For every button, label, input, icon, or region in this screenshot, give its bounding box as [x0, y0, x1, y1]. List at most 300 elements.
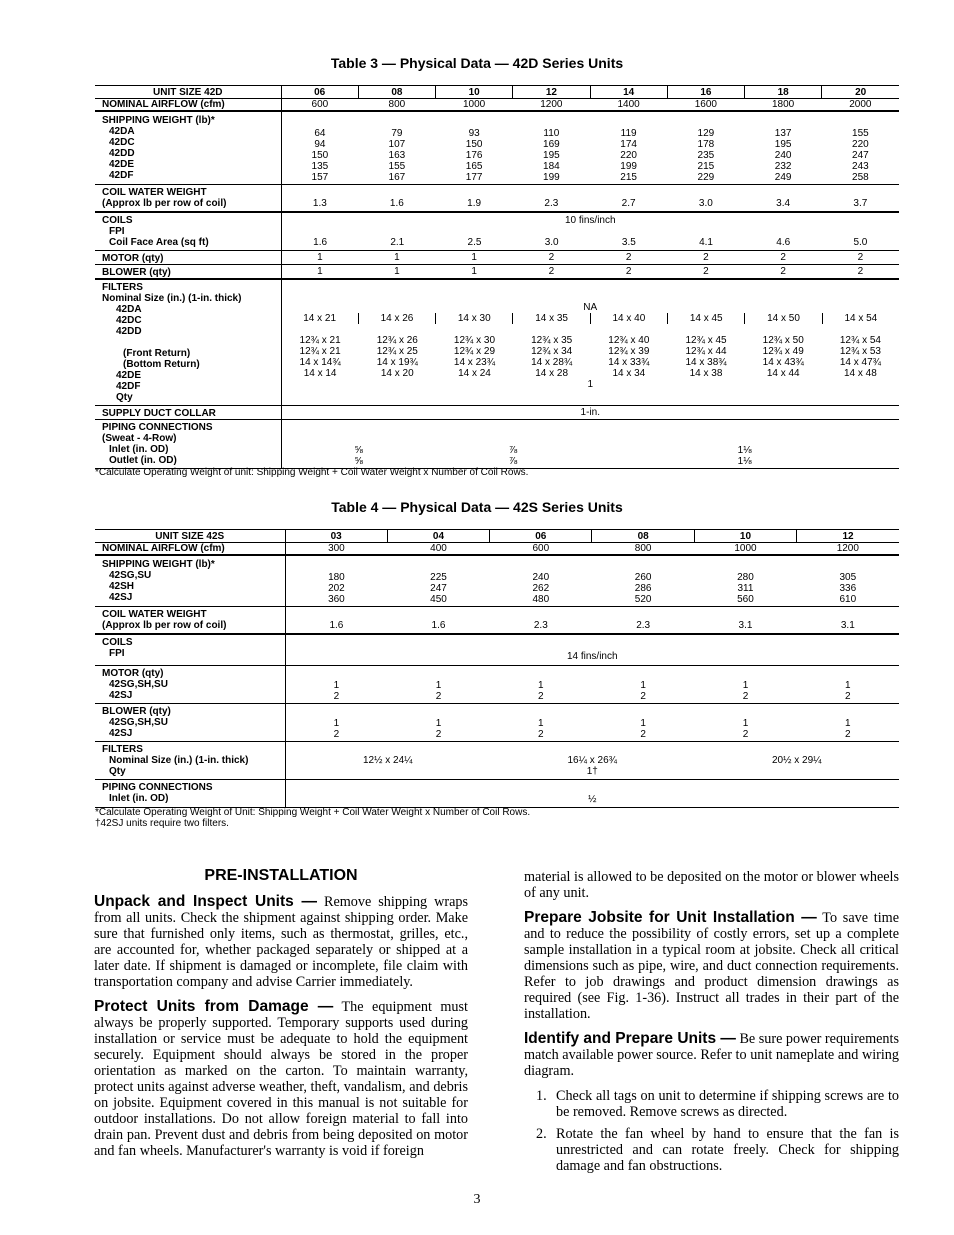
fpi-value: 10 fins/inch [564, 215, 616, 226]
piping-label: PIPING CONNECTIONS [102, 422, 213, 433]
size-42s-header: 10 [694, 530, 796, 543]
ship-value: 169 [543, 138, 560, 150]
ship-value: 199 [543, 171, 560, 183]
table4-footnote1: *Calculate Operating Weight of Unit: Shipping Weight + Coil Water Weight x Number of Coil Rows. [95, 807, 531, 818]
filter-bottom-value: 12¾ x 53 [839, 346, 881, 357]
filter-de-value: 14 x 14¾ [299, 357, 341, 368]
airflow-value: 1800 [772, 99, 795, 110]
ship-value: 150 [311, 149, 329, 161]
right-column [524, 869, 899, 1180]
size-header: 16 [667, 86, 744, 99]
ship-value: 94 [314, 138, 326, 150]
filter-dc-value: 14 x 54 [822, 313, 899, 324]
ship-column [281, 111, 358, 185]
airflow-label: NOMINAL AIRFLOW (cfm) [95, 99, 281, 112]
unpack-title: Unpack and Inspect Units — [94, 893, 318, 910]
ship-value: 155 [388, 160, 406, 172]
airflow-value: 2000 [849, 99, 872, 110]
table4-caption: Table 4 — Physical Data — 42S Series Units [331, 499, 623, 515]
airflow-42s-value: 400 [430, 543, 447, 554]
piping-42s-label: PIPING CONNECTIONS [102, 782, 213, 793]
qty-42s-label: Qty [109, 766, 126, 777]
blower-42s-column [387, 704, 489, 742]
airflow-42s-value: 300 [328, 543, 345, 554]
coils-42s-label: COILS [102, 637, 133, 648]
blower-42s-value: 1 [742, 718, 749, 729]
filter-bottom-value: 12¾ x 25 [376, 346, 418, 357]
ship-value: 129 [697, 127, 715, 139]
ship-value: 240 [774, 149, 792, 161]
ship-model: 42DA [109, 126, 135, 137]
ship-column [745, 111, 822, 185]
pipe-group [590, 445, 899, 467]
coil-water-value: 2.3 [544, 198, 559, 209]
ship-value: 155 [852, 127, 869, 139]
airflow-value: 1200 [540, 99, 563, 110]
ship-value: 167 [388, 171, 406, 183]
ship-42s-value: 260 [634, 571, 652, 583]
filter-df-value: 14 x 44 [766, 368, 800, 379]
ship-value: 220 [620, 149, 637, 161]
filter-dc-value: 14 x 26 [358, 313, 435, 324]
ship-42s-value: 560 [737, 593, 754, 605]
filter-de-value: 14 x 19¾ [376, 357, 418, 368]
motor-value: 1 [317, 252, 323, 263]
ship-42s-column [694, 555, 796, 607]
ship-42s-column [285, 555, 387, 607]
ship-value: 110 [543, 127, 560, 139]
motor-model: 42SJ [109, 690, 133, 701]
filter-de-value: 14 x 28¾ [531, 357, 573, 368]
ship-42s-value: 360 [328, 593, 345, 605]
blower-42s-value: 2 [640, 729, 646, 740]
filter-42s-size: 20½ x 29¼ [772, 754, 822, 766]
ship-value: 178 [697, 138, 715, 150]
size-header: 06 [281, 86, 358, 99]
motor-42s-value: 2 [640, 691, 646, 702]
motor-value: 2 [780, 252, 786, 263]
ship-value: 174 [620, 138, 637, 150]
ship-value: 135 [311, 160, 329, 172]
filter-model: 42DA [116, 304, 142, 315]
motor-42s-value: 1 [538, 680, 544, 691]
ship-42s-value: 610 [839, 593, 857, 605]
coil-water-value: 1.3 [312, 198, 327, 209]
ship-value: 243 [852, 160, 869, 172]
filter-dc-value: 14 x 21 [303, 313, 337, 324]
blower-42s-value: 1 [333, 718, 340, 729]
ship-value: 119 [620, 127, 637, 139]
size-header: 12 [513, 86, 590, 99]
blower-value: 2 [548, 266, 555, 277]
prepare-title: Prepare Jobsite for Unit Installation — [524, 909, 817, 926]
airflow-value: 800 [388, 99, 406, 110]
filter-df-value: 14 x 48 [844, 368, 877, 379]
filter-de-value: 14 x 38¾ [685, 357, 727, 368]
filter-front-value: 12¾ x 50 [762, 335, 804, 346]
blower-42s-column [694, 704, 796, 742]
filter-qty-value: 1† [586, 765, 598, 777]
ship-value: 195 [774, 138, 792, 150]
filter-front-value: 12¾ x 54 [839, 335, 881, 346]
filter-front-value: 12¾ x 26 [376, 335, 418, 346]
cww-42s-value: 2.3 [533, 620, 548, 631]
motor-42s-value: 1 [435, 680, 442, 691]
blower-42s-value: 2 [742, 729, 749, 740]
cfa-value: 5.0 [853, 237, 868, 248]
left-column [94, 868, 468, 1168]
size-header: 08 [358, 86, 435, 99]
filter-de-value: 14 x 43¾ [762, 357, 804, 368]
airflow-42s-label: NOMINAL AIRFLOW (cfm) [95, 543, 285, 556]
ship-value: 176 [465, 149, 483, 161]
inlet-label: Inlet (in. OD) [109, 444, 169, 455]
motor-42s-value: 2 [538, 691, 544, 702]
filter-df-value: 14 x 34 [612, 368, 646, 379]
table4-footnote2: †42SJ units require two filters. [95, 818, 229, 829]
nominal-42s-label: Nominal Size (in.) (1-in. thick) [109, 755, 249, 766]
ship-weight-label: SHIPPING WEIGHT (lb)* [102, 115, 215, 126]
ship-value: 64 [314, 127, 326, 139]
ship-42s-column [592, 555, 694, 607]
coils-label: COILS [102, 215, 133, 226]
motor-42s-column [694, 666, 796, 704]
ship-column [590, 111, 667, 185]
filter-model: 42DE [116, 370, 142, 381]
coil-water-sub: (Approx lb per row of coil) [102, 198, 227, 209]
filter-model: (Bottom Return) [123, 359, 200, 370]
ship-value: 184 [543, 160, 560, 172]
motor-value: 1 [394, 252, 400, 263]
filter-model: 42DD [116, 326, 142, 337]
motor-42s-column [387, 666, 489, 704]
blower-42s-column [592, 704, 694, 742]
ship-42s-value: 202 [328, 582, 345, 594]
coil-water-label: COIL WATER WEIGHT [102, 187, 207, 198]
unit-size-label: UNIT SIZE 42D [153, 86, 223, 98]
filter-de-value: 14 x 23¾ [453, 357, 496, 368]
filter-front-value: 12¾ x 21 [299, 335, 341, 346]
ship-value: 232 [774, 160, 792, 172]
blower-42s-label: BLOWER (qty) [102, 706, 171, 717]
table3-footnote: *Calculate Operating Weight of unit: Shipping Weight + Coil Water Weight x Number of Coil Rows. [95, 467, 529, 478]
filter-bottom-value: 12¾ x 21 [299, 346, 341, 357]
filter-dc-value: 14 x 30 [435, 313, 512, 324]
cfa-label: Coil Face Area (sq ft) [109, 237, 209, 248]
size-header: 10 [436, 86, 513, 99]
coil-water-value: 1.6 [389, 198, 404, 209]
identify-title: Identify and Prepare Units — [524, 1030, 736, 1047]
cww-42s-value: 3.1 [738, 620, 753, 631]
ship-value: 177 [465, 171, 483, 183]
pipe-outlet: 1⅛ [737, 456, 752, 467]
pipe-group [436, 445, 590, 467]
pipe-outlet: ⅝ [354, 456, 363, 467]
protect-title: Protect Units from Damage — [94, 998, 334, 1015]
motor-42s-value: 2 [742, 691, 749, 702]
collar-value: 1-in. [580, 407, 600, 418]
section-heading: PRE-INSTALLATION [204, 867, 358, 884]
airflow-42s-value: 600 [532, 543, 550, 554]
filter-model: 42DF [116, 381, 141, 392]
protect-body: The equipment must always be properly supported. Temporary supports used during installation or service must be adequate to hold the equipment securely. Equipment should always be stored in the proper orientation as marked on the carton. To maintain warranty, protect units against adverse weather, theft, vandalism, and debris on jobsite. Equipment covered in this manual is not suitable for outdoor installations. Do not allow foreign material to fall into drain pan. Prevent dust and debris from being deposited on motor and fan wheels. Manufacturer's warranty is void if foreign [94, 999, 468, 1159]
step-text: Check all tags on unit to determine if shipping screws are to be removed. Remove screws as directed. [556, 1088, 899, 1120]
blower-42s-value: 1 [845, 718, 851, 729]
filter-df-value: 14 x 28 [535, 368, 569, 379]
size-42s-header: 03 [285, 530, 387, 543]
ship-column [358, 111, 435, 185]
cww-42s-sub: (Approx lb per row of coil) [102, 620, 227, 631]
cfa-value: 2.1 [390, 237, 405, 248]
identify-body: Be sure power requirements match available power source. Refer to unit nameplate and wiring diagram. [524, 1031, 899, 1079]
ship-value: 249 [774, 171, 792, 183]
motor-42s-value: 1 [333, 680, 340, 691]
blower-value: 1 [394, 266, 400, 277]
filter-de-value: 14 x 47¾ [839, 357, 881, 368]
airflow-value: 600 [311, 99, 329, 110]
airflow-value: 1400 [617, 99, 640, 110]
blower-42s-column [797, 704, 899, 742]
ship-42s-value: 225 [430, 571, 447, 583]
ship-column [513, 111, 590, 185]
ship-42s-value: 450 [430, 593, 447, 605]
filter-dc-value: 14 x 45 [667, 313, 744, 324]
ship-value: 215 [697, 160, 715, 172]
motor-value: 1 [471, 252, 477, 263]
filter-front-value: 12¾ x 40 [608, 335, 650, 346]
cww-42s-value: 3.1 [840, 620, 855, 631]
size-header: 20 [822, 86, 899, 99]
step-number: 1. [536, 1088, 547, 1104]
ship-value: 220 [852, 138, 869, 150]
ship-column [436, 111, 513, 185]
blower-model: 42SJ [109, 728, 133, 739]
ship-42s-model: 42SH [109, 581, 135, 592]
airflow-42s-value: 1000 [734, 543, 757, 554]
ship-42s-value: 280 [737, 571, 754, 583]
filter-42s-size: 12½ x 24¼ [363, 754, 413, 766]
airflow-42s-value: 1200 [836, 543, 859, 554]
ship-value: 163 [388, 149, 406, 161]
ship-42s-value: 180 [328, 571, 345, 583]
ship-value: 150 [465, 138, 483, 150]
size-42s-header: 08 [592, 530, 694, 543]
ship-value: 157 [311, 171, 329, 183]
protect-continued: material is allowed to be deposited on the motor or blower wheels of any unit. [524, 869, 899, 901]
airflow-value: 1000 [463, 99, 486, 110]
cfa-value: 2.5 [467, 237, 482, 248]
cww-42s-value: 1.6 [329, 620, 344, 631]
step-text: Rotate the fan wheel by hand to ensure that the fan is unrestricted and can rotate freely. Check for shipping damage and fan obstructions. [556, 1126, 899, 1174]
blower-label: BLOWER (qty) [95, 265, 281, 280]
unpack-body: Remove shipping wraps from all units. Check the shipment against shipping order. Make sure that furnished only items, such as thermostat, grilles, etc., are accounted for, whether packaged separately or shipped at a later date. If shipment is damaged or incomplete, file claim with transportation company and advise Carrier immediately. [94, 894, 468, 990]
ship-42s-column [797, 555, 899, 607]
pipe-outlet: ⅞ [508, 456, 518, 467]
ship-42s-label: SHIPPING WEIGHT (lb)* [102, 559, 215, 570]
size-42s-header: 12 [797, 530, 899, 543]
blower-42s-column [285, 704, 387, 742]
ship-model: 42DD [109, 148, 135, 159]
airflow-value: 1600 [694, 99, 717, 110]
cww-42s-value: 2.3 [636, 620, 651, 631]
motor-label: MOTOR (qty) [95, 251, 281, 265]
ship-value: 235 [697, 149, 715, 161]
filter-bottom-value: 12¾ x 34 [531, 346, 573, 357]
cfa-value: 3.5 [621, 237, 636, 248]
coil-water-value: 1.9 [467, 198, 482, 209]
prepare-body: To save time and to reduce the possibility of costly errors, set up a complete sample installation in a typical room at jobsite. Check all critical dimensions such as pipe, wire, and duct connection requirements. Refer to job drawings and product dimension drawings as required (see Fig. 1-36). Instruct all trades in their part of the installation. [524, 910, 899, 1022]
ship-42s-model: 42SJ [109, 592, 133, 603]
ship-value: 229 [697, 171, 715, 183]
blower-42s-column [490, 704, 592, 742]
ship-value: 199 [620, 160, 637, 172]
blower-value: 2 [625, 266, 632, 277]
blower-42s-value: 2 [538, 729, 544, 740]
blower-value: 1 [471, 266, 477, 277]
blower-value: 1 [317, 266, 323, 277]
ship-42s-value: 262 [532, 582, 550, 594]
filter-bottom-value: 12¾ x 44 [685, 346, 727, 357]
ship-value: 137 [774, 127, 792, 139]
filter-front-value: 12¾ x 30 [453, 335, 496, 346]
motor-value: 2 [857, 252, 864, 263]
ship-42s-value: 520 [634, 593, 652, 605]
blower-42s-value: 2 [435, 729, 442, 740]
nominal-label: Nominal Size (in.) (1-in. thick) [102, 293, 242, 304]
motor-42s-value: 2 [435, 691, 442, 702]
cfa-value: 4.6 [776, 237, 791, 248]
blower-value: 2 [857, 266, 864, 277]
size-42s-header: 06 [490, 530, 592, 543]
filter-42s-size: 16¼ x 26¾ [567, 754, 617, 766]
page-number: 3 [473, 1192, 481, 1207]
blower-42s-value: 1 [435, 718, 442, 729]
ship-column [822, 111, 899, 185]
ship-value: 93 [468, 127, 480, 139]
filter-bottom-value: 12¾ x 29 [453, 346, 496, 357]
pipe-inlet: ⅝ [354, 445, 363, 456]
filter-na: NA [583, 302, 598, 313]
motor-42s-value: 1 [845, 680, 851, 691]
motor-42s-column [490, 666, 592, 704]
blower-value: 2 [703, 266, 709, 277]
ship-column [667, 111, 744, 185]
motor-42s-value: 1 [640, 680, 646, 691]
cfa-value: 1.6 [313, 237, 328, 248]
ship-42s-column [490, 555, 592, 607]
filters-42s-label: FILTERS [102, 744, 143, 755]
ship-value: 247 [852, 149, 869, 161]
table3 [95, 85, 899, 469]
ship-value: 258 [852, 171, 869, 183]
filter-df-value: 14 x 38 [689, 368, 723, 379]
fpi-label: FPI [109, 226, 125, 237]
filter-model: 42DC [116, 315, 142, 326]
step-item [536, 1088, 899, 1120]
coil-water-value: 2.7 [621, 198, 636, 209]
sweat-label: (Sweat - 4-Row) [102, 433, 177, 444]
table3-caption: Table 3 — Physical Data — 42D Series Units [330, 55, 624, 71]
motor-42s-column [592, 666, 694, 704]
step-list [536, 1088, 899, 1174]
coil-water-value: 3.0 [698, 198, 713, 209]
motor-value: 2 [703, 252, 709, 263]
collar-label: SUPPLY DUCT COLLAR [95, 406, 281, 420]
motor-42s-value: 2 [845, 691, 851, 702]
outlet-label: Outlet (in. OD) [109, 455, 177, 466]
ship-value: 215 [620, 171, 637, 183]
ship-42s-value: 286 [634, 582, 652, 594]
unit-size-42s-label: UNIT SIZE 42S [155, 530, 225, 542]
airflow-42s-value: 800 [634, 543, 652, 554]
ship-42s-column [387, 555, 489, 607]
filter-front-value: 12¾ x 35 [531, 335, 573, 346]
ship-value: 79 [391, 127, 403, 139]
filter-dc-value: 14 x 35 [512, 313, 589, 324]
ship-42s-value: 336 [839, 582, 857, 594]
motor-42s-column [797, 666, 899, 704]
blower-42s-value: 1 [538, 718, 544, 729]
filter-df-value: 14 x 24 [458, 368, 491, 379]
ship-42s-value: 305 [839, 571, 857, 583]
motor-42s-value: 2 [333, 691, 340, 702]
motor-model: 42SG,SH,SU [109, 679, 168, 690]
ship-42s-value: 240 [532, 571, 550, 583]
filter-qty: 1 [587, 379, 594, 390]
step-number: 2. [536, 1126, 547, 1142]
filter-dc-value: 14 x 50 [744, 313, 821, 324]
inlet-42s-label: Inlet (in. OD) [109, 793, 169, 804]
size-header: 18 [745, 86, 822, 99]
cww-42s-value: 1.6 [431, 620, 446, 631]
ship-model: 42DC [109, 137, 135, 148]
pipe-inlet: 1⅛ [737, 445, 752, 456]
coil-water-value: 3.4 [776, 198, 791, 209]
blower-42s-value: 2 [845, 729, 851, 740]
ship-42s-value: 311 [737, 582, 754, 594]
cfa-value: 3.0 [544, 237, 559, 248]
fpi-42s-label: FPI [109, 648, 125, 659]
pipe-42s-value: ½ [588, 794, 597, 805]
filter-df-value: 14 x 14 [303, 368, 337, 379]
ship-value: 165 [465, 160, 483, 172]
motor-42s-value: 1 [742, 680, 749, 691]
filter-model: Qty [116, 392, 133, 403]
filter-bottom-value: 12¾ x 39 [608, 346, 650, 357]
motor-value: 2 [548, 252, 555, 263]
ship-42s-value: 480 [532, 593, 550, 605]
cfa-value: 4.1 [699, 237, 713, 248]
ship-42s-value: 247 [430, 582, 447, 594]
filters-label: FILTERS [102, 282, 143, 293]
pipe-inlet: ⅞ [508, 445, 518, 456]
ship-value: 107 [388, 138, 406, 150]
motor-value: 2 [625, 252, 632, 263]
step-item [536, 1126, 899, 1174]
filter-bottom-value: 12¾ x 49 [762, 346, 804, 357]
blower-value: 2 [780, 266, 786, 277]
coil-water-value: 3.7 [853, 198, 868, 209]
motor-42s-label: MOTOR (qty) [102, 668, 164, 679]
filter-df-value: 14 x 20 [380, 368, 414, 379]
fpi-42s-value: 14 fins/inch [566, 651, 618, 662]
ship-model: 42DF [109, 170, 134, 181]
filter-dc-value: 14 x 40 [590, 313, 667, 324]
size-header: 14 [590, 86, 667, 99]
ship-42s-model: 42SG,SU [109, 570, 152, 581]
ship-model: 42DE [109, 159, 135, 170]
motor-42s-column [285, 666, 387, 704]
